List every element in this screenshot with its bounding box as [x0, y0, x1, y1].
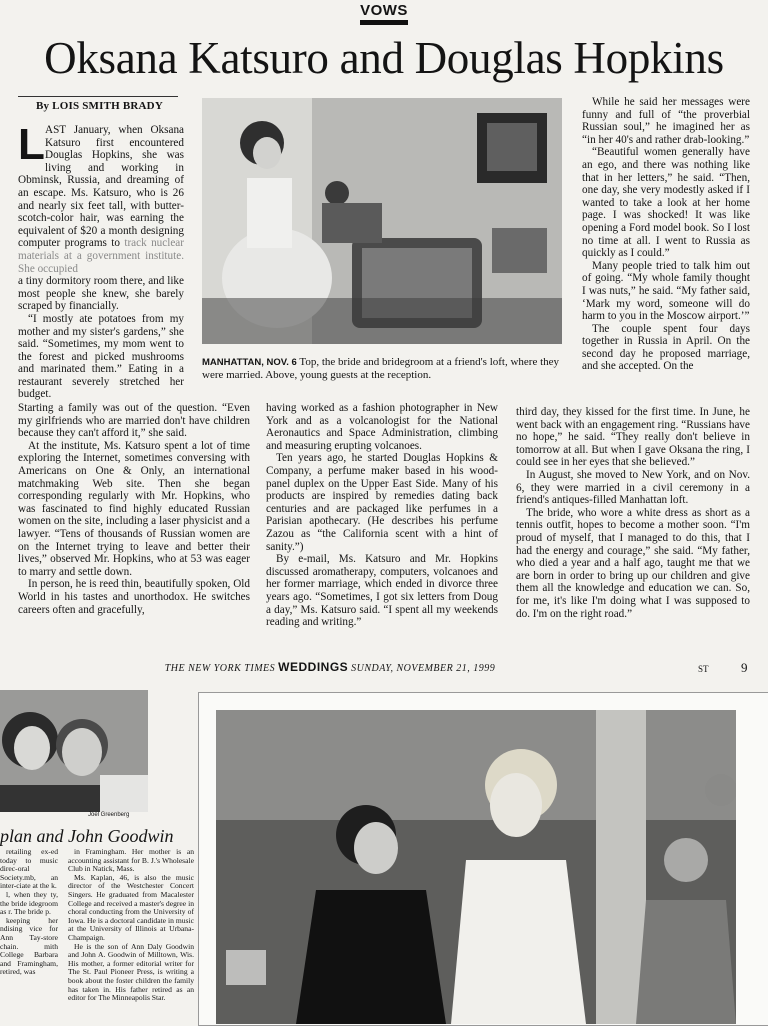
paragraph: in Framingham. Her mother is an accounting assistant for B. J.'s Wholesale Club in Natick, Mass.	[68, 847, 194, 874]
dance-illustration	[216, 710, 736, 1024]
paragraph: having worked as a fashion photographer in New York and as a volcanologist for the National Aeronautics and Space Administration, climbing and measuring erupting volcanoes.	[266, 402, 498, 452]
byline-rule	[18, 96, 178, 97]
byline: By LOIS SMITH BRADY	[36, 100, 163, 112]
section-code: ST	[698, 664, 709, 674]
article-column-2	[266, 402, 498, 629]
page-number: 9	[741, 660, 748, 675]
caption-dateline: MANHATTAN, NOV. 6	[202, 357, 297, 368]
photo-caption	[202, 356, 566, 382]
paragraph: The couple spent four days together in Russia in April. On the second day he proposed marriage, and she accepted. On the	[582, 322, 750, 373]
photo-credit: Joel Greenberg	[88, 812, 130, 818]
article-column-3-lower	[516, 406, 750, 620]
paragraph: a tiny dormitory room there, and like most people she knew, she barely scraped by financially.	[18, 275, 184, 313]
paragraph: “Beautiful women generally have an ego, and there was nothing like that in her letters,” he said. “Then, one day, she very modestly asked if I wanted to take a look at her home page. I was shocked! It was like opening a Ford model book. So I lost no time at all. I went to Russia as quickly as I could.”	[582, 146, 750, 260]
photo-bride-and-groom-dancing	[216, 710, 736, 1024]
announcement-column-b	[68, 848, 194, 1003]
footer-date: SUNDAY, NOVEMBER 21, 1999	[348, 663, 496, 674]
paragraph: AST January, when Oksana Katsuro first encountered Douglas Hopkins, she was living and working in Obminsk, Russia, and dreaming of an escape. Ms. Katsuro, who is 26 and nearly six feet tall, with butter-scotch-color hair, was earning the equivalent of $20 a month designing computer programs to	[18, 124, 184, 250]
paragraph: l, when they ty, the bride idegroom as r. The bride p.	[0, 889, 58, 917]
footer-paper: THE NEW YORK TIMES	[164, 663, 279, 674]
paragraph: The bride, who wore a white dress as short as a tennis outfit, hopes to become a mother soon. “I'm proud of myself, that I managed to do this, that I had the energy and courage,” she said. “My father, who died a year and a half ago, taught me that we are born in order to bring up our children and give them all the knowledge and education we can. So, for me, it's like I'm doing what I was supposed to do. I'm on the right road.”	[516, 506, 750, 620]
announcement-column-a	[0, 848, 58, 977]
paragraph: Starting a family was out of the question. “Even my girlfriends who are married don't have children because they can't afford it,” she said.	[18, 402, 250, 440]
paragraph: At the institute, Ms. Katsuro spent a lot of time exploring the Internet, sometimes conversing with Americans on One & Only, an international matchmaking Web site. Then she began corresponding regularly with Mr. Hopkins, who was fascinated to find highly educated Russian women on the site, including a laser physicist and a lawyer. “Tens of thousands of Russian women are on the Internet trying to leave and better their lives,” observed Mr. Hopkins, who at 53 was eager to marry and settle down.	[18, 439, 250, 578]
paragraph: third day, they kissed for the first time. In June, he went back with an engagement ring. “Russians have no hope,” he said. “They really don't believe in tomorrow at all. But when I gave Oksana the ring, I could see in her eyes that she believed.”	[516, 406, 750, 469]
article-column-3	[582, 96, 750, 373]
portrait-illustration	[0, 690, 148, 812]
paragraph: “I mostly ate potatoes from my mother and my sister's gardens,” she said. “Sometimes, my mom went to the forest and picked mushrooms and marinated them.” Eating in a restaurant severely stretched her budget.	[18, 312, 184, 401]
paragraph: retailing ex-ed today to music direc-oral Society.mb, an inter-ciate at the k.	[0, 847, 58, 891]
caption-text: Top, the bride and bridegroom at a friend's loft, where they were married. Above, young guests at the reception.	[202, 356, 560, 381]
page-footer	[140, 660, 520, 674]
drop-cap: L	[18, 120, 45, 169]
photo-couple-portrait	[0, 690, 148, 812]
headline: Oksana Katsuro and Douglas Hopkins	[44, 33, 724, 83]
article-column-1-lower	[18, 402, 250, 616]
paragraph: He is the son of Ann Daly Goodwin and John A. Goodwin of Milltown, Wis. His mother, a former editorial writer for The St. Paul Pioneer Press, is writing a book about the foster children the family has taken in. His father retired as an editor for The Minneapolis Star.	[68, 941, 194, 1003]
paragraph: By e-mail, Ms. Katsuro and Mr. Hopkins discussed aromatherapy, computers, volcanoes and her former marriage, which ended in divorce three years ago. “Sometimes, I got six letters from Doug a day,” Ms. Katsuro said. “I spent all my weekends reading and writing.”	[266, 553, 498, 629]
article-column-1	[18, 120, 184, 401]
paragraph: Ten years ago, he started Douglas Hopkins & Company, a perfume maker based in his wood-panel duplex on the Upper East Side. Many of his products are inspired by remedies dating back centuries and are packaged like perfumes in a Parisian apothecary. (He describes his perfume Zazou as “the California scent with a hint of sanity.”)	[266, 452, 498, 553]
photo-young-guests	[202, 98, 562, 344]
section-kicker: VOWS	[360, 2, 408, 19]
paragraph: Many people tried to talk him out of going. “My whole family thought I was nuts,” he said. “My father said, ‘Mark my word, someone will do harm to you in the Moscow airport.’”	[582, 259, 750, 323]
paragraph: keeping her ndising vice for Ann Tay-store chain. mith College Barbara and Framingham, retired, was	[0, 915, 58, 977]
paragraph: In person, he is reed thin, beautifully spoken, Old World in his tastes and unorthodox. He switches careers often and gracefully,	[18, 578, 250, 616]
paragraph: In August, she moved to New York, and on Nov. 6, they were married in a civil ceremony in a friend's antiques-filled Manhattan loft.	[516, 468, 750, 507]
paragraph-faded: track nuclear materials at a government institute. She occupied	[18, 237, 184, 275]
footer-section: WEDDINGS	[278, 660, 349, 674]
announcement-title: plan and John Goodwin	[0, 826, 174, 846]
paragraph: Ms. Kaplan, 46, is also the music director of the Westchester Concert Singers. He graduated from Macalester College and received a master's degree in choral conducting from the University of Iowa. He is a doctoral candidate in music at the University of Illinois at Urbana-Champaign.	[68, 872, 194, 942]
kicker-rule	[360, 20, 408, 25]
photo-illustration	[202, 98, 562, 344]
paragraph: While he said her messages were funny and full of “the proverbial Russian soul,” he imagined her as “in her 40's and rather drab-looking.”	[582, 96, 750, 146]
